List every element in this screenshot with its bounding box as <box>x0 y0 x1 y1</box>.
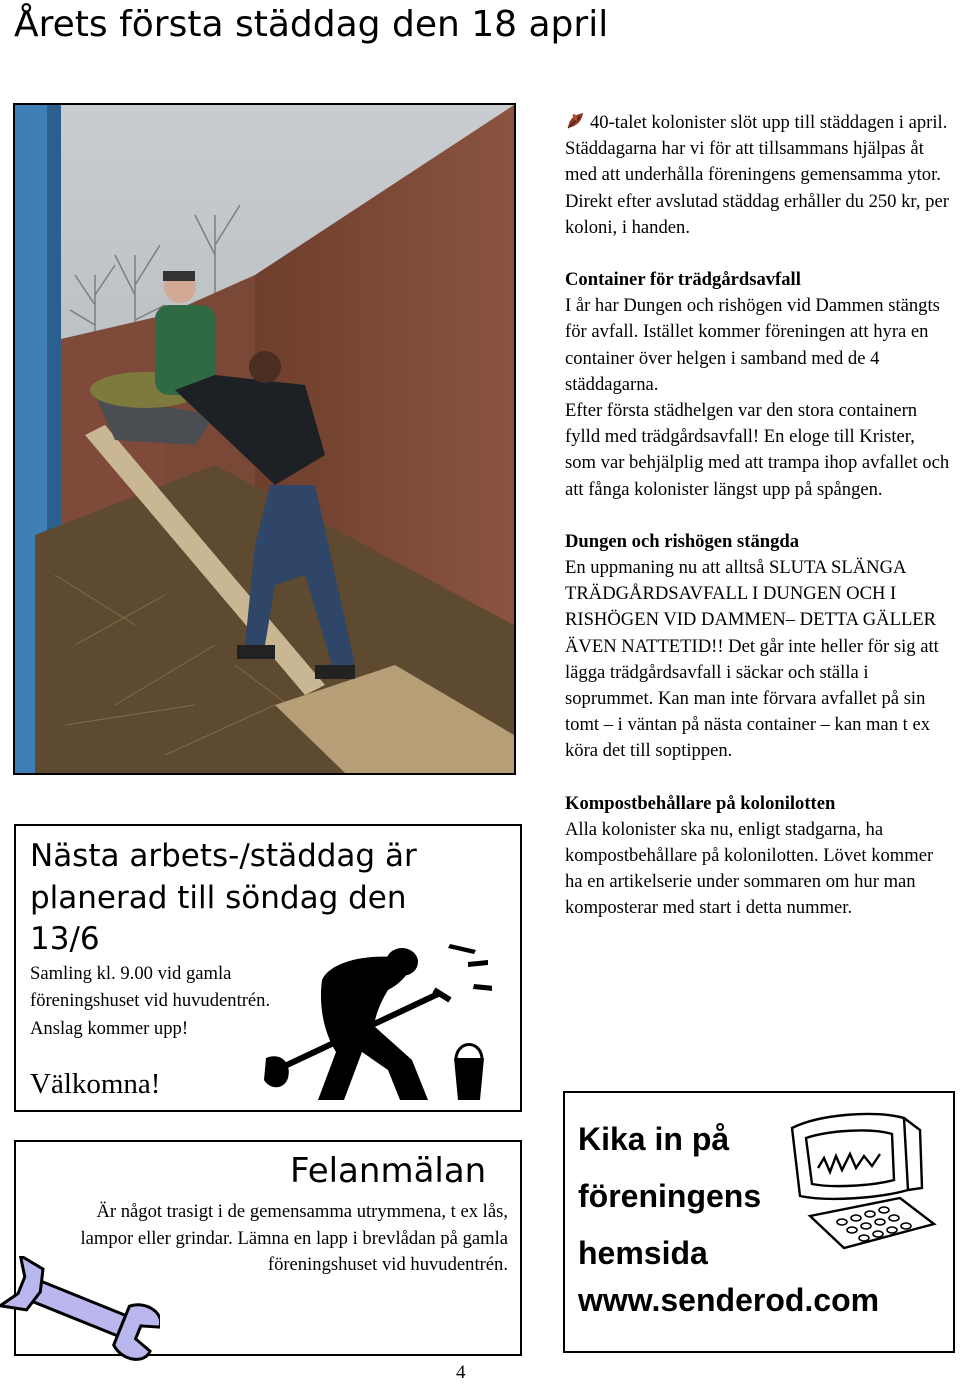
container-text-1: I år har Dungen och rishögen vid Dammen stängts för avfall. Istället kommer föreningen att hyra en container över helgen i samband med de 4 städdagarna. <box>565 295 940 395</box>
kompost-text: Alla kolonister ska nu, enligt stadgarna, ha kompostbehållare på kolonilotten. Lövet kommer ha en artikelserie under sommaren om hur man komposterar med start i detta nummer. <box>565 818 934 919</box>
page-title: Årets första städdag den 18 april <box>14 4 609 45</box>
container-heading: Container för trädgårdsavfall <box>565 269 801 291</box>
website-url[interactable]: www.senderod.com <box>578 1282 880 1318</box>
dungen-heading: Dungen och rishögen stängda <box>565 530 800 552</box>
page-number: 4 <box>456 1362 466 1383</box>
intro-text: 40-talet kolonister slöt upp till städdagen i april. Städdagarna har vi för att tillsammans hjälpas åt med att underhålla föreningens gemensamma ytor. Direkt efter avslutad städdag erhåller du 250 kr, per koloni, i handen. <box>565 112 949 238</box>
container-text-2: Efter första städhelgen var den stora containern fylld med trädgårdsavfall! En eloge till Krister, som var behjälplig med att trampa ihop avfallet och att fånga kolonister längst upp på spången. <box>565 400 950 500</box>
felanmalan-title: Felanmälan <box>290 1151 487 1191</box>
leaf-icon <box>565 111 587 131</box>
intro-paragraph <box>565 110 950 241</box>
next-workday-details: Samling kl. 9.00 vid gamla föreningshuset vid huvudentrén. Anslag kommer upp! <box>30 963 271 1039</box>
kompost-heading: Kompostbehållare på kolonilotten <box>565 792 836 814</box>
website-text: Kika in på föreningens hemsida <box>578 1121 762 1271</box>
wrench-icon <box>0 1256 160 1371</box>
welcome-text: Välkomna! <box>30 1068 161 1100</box>
computer-icon <box>780 1106 940 1271</box>
dungen-text: En uppmaning nu att alltså SLUTA SLÄNGA TRÄDGÅRDSAVFALL I DUNGEN OCH I RISHÖGEN VID DAMMEN– DETTA GÄLLER ÄVEN NATTETID!! Det går inte heller för sig att lägga trädgårdsavfall i säckar och ställa i soprummet. Kan man inte förvara avfallet på sin tomt – i väntan på nästa container – kan man t ex köra det till soptippen. <box>565 557 939 762</box>
shoveling-worker-icon <box>262 940 492 1115</box>
felanmalan-text: Är något trasigt i de gemensamma utrymmena, t ex lås, lampor eller grindar. Lämna en lapp i brevlådan på gamla föreningshuset vid huvudentrén. <box>80 1201 508 1276</box>
next-workday-heading: Nästa arbets-/städdag är planerad till söndag den 13/6 <box>30 838 417 957</box>
cleanup-photo <box>13 103 516 775</box>
